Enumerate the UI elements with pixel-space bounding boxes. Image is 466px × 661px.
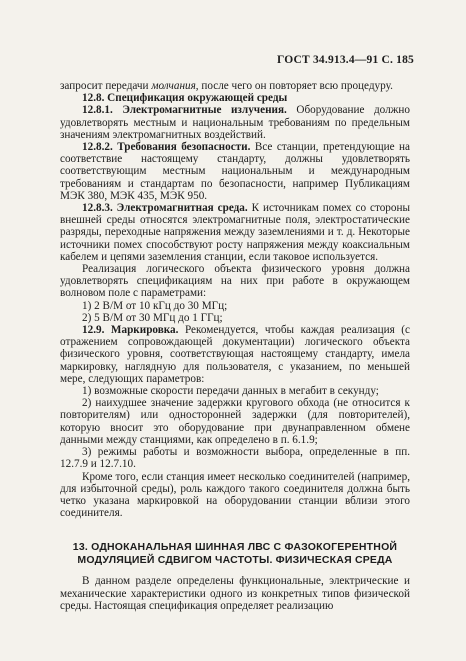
heading-line: МОДУЛЯЦИЕЙ СДВИГОМ ЧАСТОТЫ. ФИЗИЧЕСКАЯ СРЕДА: [77, 554, 393, 567]
text-run: К источникам помех со стороны внешней среды относятся электромагнитные поля, электростатические разряды, переходные напряжения между заземлениями и т. д. Некоторые источники помех способствуют росту напряжения между коаксиальным кабелем и цепями заземления станции, если таковое используется.: [60, 202, 410, 263]
text-run: запросит передачи: [60, 80, 152, 92]
paragraph-section-13: В данном разделе определены функциональные, электрические и механические характеристики одного из конкретных типов физической среды. Настоящая спецификация определяет реализацию: [60, 575, 410, 612]
italic-term: молчания: [151, 80, 196, 92]
paragraph-realization: Реализация логического объекта физического уровня должна удовлетворять спецификациям на них при работе в окружающем волновом поле с параметрами:: [60, 263, 410, 300]
paragraph-12-8-3: [60, 202, 410, 263]
list-item: 3) режимы работы и возможности выбора, определенные в пп. 12.7.9 и 12.7.10.: [60, 446, 410, 471]
section-heading-12-8: 12.8. Спецификация окружающей среды: [82, 92, 288, 105]
list-item: 1) 2 В/М от 10 кГц до 30 МГц;: [82, 299, 228, 312]
paragraph-12-8-2: [60, 141, 410, 202]
paragraph-continuation: [60, 80, 410, 92]
list-item: 2) 5 В/М от 30 МГц до 1 ГГц;: [82, 311, 223, 324]
paragraph-12-8-1: [60, 104, 410, 141]
text-run: Оборудование должно удовлетворять местным и национальным требованиям по предельным значениям электромагнитных воздействий.: [60, 104, 410, 141]
section-heading-13: [60, 541, 410, 567]
subsection-label: 12.8.2. Требования безопасности.: [82, 141, 251, 154]
text-run: Рекомендуется, чтобы каждая реализация (с отражением сопровождающей документации) логического объекта физического уровня, соответствующая настоящему стандарту, имела маркировку, наглядную для пользователя, с указанием, по меньшей мере, следующих параметров:: [60, 324, 410, 385]
subsection-label: 12.9. Маркировка.: [82, 324, 179, 337]
heading-line: 13. ОДНОКАНАЛЬНАЯ ШИННАЯ ЛВС С ФАЗОКОГЕРЕНТНОЙ: [72, 541, 398, 554]
subsection-label: 12.8.1. Электромагнитные излучения.: [82, 104, 287, 117]
list-item: 2) наихудшее значение задержки кругового обхода (не относится к повторителям) или односторонней задержки (для повторителей), которую вносит это оборудование при двунаправленном обмене данными между станциями, как определено в п. 6.1.9;: [60, 397, 410, 446]
page-body: [60, 80, 410, 612]
subsection-label: 12.8.3. Электромагнитная среда.: [82, 202, 248, 215]
paragraph-12-9: [60, 324, 410, 385]
page-header: ГОСТ 34.913.4—91 С. 185: [277, 54, 414, 66]
paragraph-connectors: Кроме того, если станция имеет несколько соединителей (например, для избыточной среды), роль каждого такого соединителя должна быть четко указана маркировкой на оборудовании станции вблизи этого соединителя.: [60, 470, 410, 520]
list-item: 1) возможные скорости передачи данных в мегабит в секунду;: [82, 385, 379, 398]
text-run: Все станции, претендующие на соответствие настоящему стандарту, должны удовлетворять соответствующим местным национальным и международным требованиям и стандартам по безопасности, например Публикациям МЭК 380, МЭК 435, МЭК 950.: [60, 141, 410, 202]
text-run: , после чего он повторяет всю процедуру.: [195, 80, 393, 92]
